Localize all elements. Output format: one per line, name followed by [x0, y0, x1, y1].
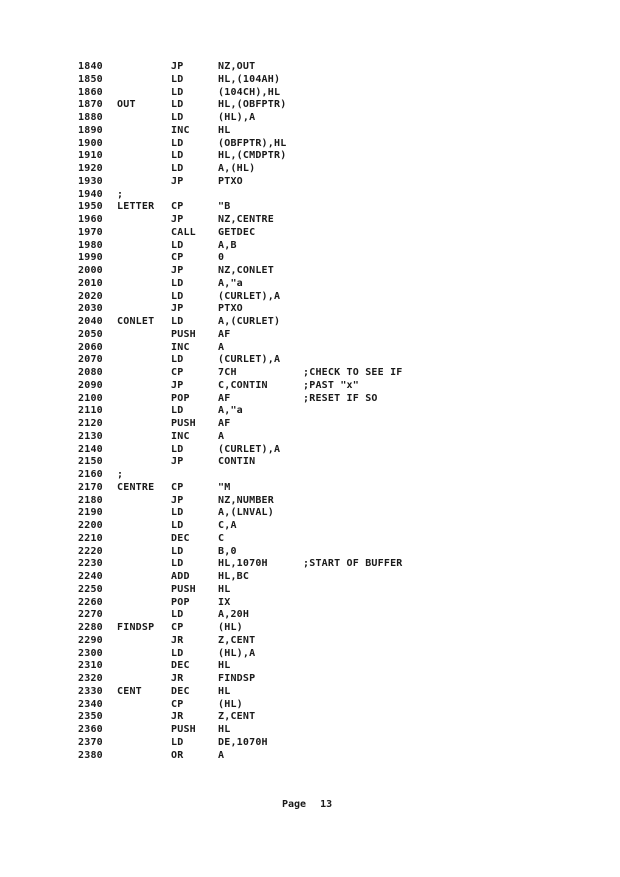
code-label: CENT	[117, 685, 142, 697]
code-label: CONLET	[117, 316, 155, 327]
opcode: LD	[171, 558, 184, 570]
operand: HL,BC	[218, 571, 250, 582]
line-number: 2040	[78, 316, 103, 327]
line-number: 1960	[78, 214, 103, 225]
line-number: 2380	[78, 749, 103, 761]
line-number: 2030	[78, 303, 103, 315]
code-label: CENTRE	[117, 481, 155, 493]
line-number: 2080	[78, 367, 103, 378]
opcode: LD	[171, 99, 184, 111]
line-number: 2000	[78, 265, 103, 276]
line-number: 1900	[78, 137, 103, 149]
operand: GETDEC	[218, 226, 256, 238]
opcode: LD	[171, 163, 184, 174]
operand: Z,CENT	[218, 634, 256, 646]
opcode: LD	[171, 520, 184, 531]
line-number: 2160	[78, 469, 103, 480]
line-number: 2310	[78, 660, 103, 672]
opcode: LD	[171, 290, 184, 302]
line-number: 2060	[78, 341, 103, 353]
operand: AF	[218, 418, 231, 429]
code-label: FINDSP	[117, 622, 155, 633]
opcode: LD	[171, 112, 184, 123]
operand: (HL)	[218, 622, 243, 633]
operand: (OBFPTR),HL	[218, 137, 287, 149]
line-number: 2280	[78, 622, 103, 633]
opcode: DEC	[171, 685, 190, 697]
operand: CONTIN	[218, 456, 256, 468]
operand: HL	[218, 724, 231, 735]
operand: (HL),A	[218, 112, 256, 123]
line-number: 2120	[78, 418, 103, 429]
opcode: LD	[171, 73, 184, 85]
opcode: LD	[171, 277, 184, 289]
line-number: 2150	[78, 456, 103, 468]
page-label: Page	[282, 799, 307, 810]
opcode: LD	[171, 150, 184, 162]
operand: (CURLET),A	[218, 354, 281, 366]
line-number: 1930	[78, 175, 103, 187]
operand: (HL)	[218, 698, 243, 710]
line-number: 2140	[78, 443, 103, 455]
operand: HL,(CMDPTR)	[218, 150, 287, 162]
line-number: 2270	[78, 609, 103, 621]
operand: HL	[218, 660, 231, 672]
code-comment: ;PAST "x"	[303, 379, 359, 391]
operand: NZ,CONLET	[218, 265, 274, 276]
line-number: 2360	[78, 724, 103, 735]
operand: NZ,NUMBER	[218, 494, 274, 506]
line-number: 2210	[78, 532, 103, 544]
code-comment: ;START OF BUFFER	[303, 558, 403, 570]
opcode: INC	[171, 430, 190, 442]
operand: (104CH),HL	[218, 86, 281, 98]
operand: HL	[218, 124, 231, 136]
line-number: 2180	[78, 494, 103, 506]
operand: PTXO	[218, 303, 243, 315]
operand: C,A	[218, 520, 237, 531]
operand: A	[218, 430, 225, 442]
opcode: LD	[171, 405, 184, 417]
opcode: PUSH	[171, 583, 196, 595]
line-number: 2170	[78, 481, 103, 493]
opcode: CP	[171, 367, 184, 378]
line-number: 2190	[78, 507, 103, 519]
operand: A,(CURLET)	[218, 316, 281, 327]
line-number: 2240	[78, 571, 103, 582]
line-number: 2370	[78, 736, 103, 748]
line-number: 2230	[78, 558, 103, 570]
operand: "B	[218, 201, 231, 213]
line-number: 1910	[78, 150, 103, 162]
opcode: ADD	[171, 571, 190, 582]
line-number: 1920	[78, 163, 103, 174]
operand: A,(HL)	[218, 163, 256, 174]
opcode: LD	[171, 647, 184, 659]
operand: HL	[218, 583, 231, 595]
line-number: 2320	[78, 673, 103, 684]
opcode: JR	[171, 634, 184, 646]
line-number: 2100	[78, 392, 103, 404]
operand: HL,(OBFPTR)	[218, 99, 287, 111]
code-label: LETTER	[117, 201, 155, 213]
code-label: ;	[117, 188, 124, 200]
line-number: 2340	[78, 698, 103, 710]
operand: NZ,CENTRE	[218, 214, 274, 225]
operand: (CURLET),A	[218, 443, 281, 455]
opcode: CP	[171, 698, 184, 710]
opcode: INC	[171, 124, 190, 136]
opcode: POP	[171, 596, 190, 608]
opcode: DEC	[171, 660, 190, 672]
code-label: ;	[117, 469, 124, 480]
opcode: JP	[171, 494, 184, 506]
line-number: 1950	[78, 201, 103, 213]
line-number: 2010	[78, 277, 103, 289]
operand: C	[218, 532, 225, 544]
opcode: LD	[171, 736, 184, 748]
opcode: CP	[171, 622, 184, 633]
operand: (HL),A	[218, 647, 256, 659]
opcode: JP	[171, 379, 184, 391]
line-number: 1880	[78, 112, 103, 123]
operand: NZ,OUT	[218, 61, 256, 72]
opcode: LD	[171, 316, 184, 327]
line-number: 1860	[78, 86, 103, 98]
opcode: INC	[171, 341, 190, 353]
line-number: 1980	[78, 239, 103, 251]
code-label: OUT	[117, 99, 136, 111]
opcode: LD	[171, 609, 184, 621]
operand: HL,(104AH)	[218, 73, 281, 85]
line-number: 1850	[78, 73, 103, 85]
opcode: CP	[171, 252, 184, 264]
line-number: 1890	[78, 124, 103, 136]
line-number: 2350	[78, 711, 103, 723]
operand: PTXO	[218, 175, 243, 187]
operand: A,20H	[218, 609, 250, 621]
operand: B,0	[218, 545, 237, 557]
opcode: CP	[171, 481, 184, 493]
page-footer	[282, 799, 332, 810]
opcode: JR	[171, 711, 184, 723]
opcode: CP	[171, 201, 184, 213]
opcode: JP	[171, 303, 184, 315]
opcode: JP	[171, 265, 184, 276]
line-number: 1840	[78, 61, 103, 72]
opcode: JP	[171, 175, 184, 187]
opcode: LD	[171, 507, 184, 519]
operand: FINDSP	[218, 673, 256, 684]
operand: A	[218, 341, 225, 353]
opcode: JP	[171, 61, 184, 72]
line-number: 2070	[78, 354, 103, 366]
operand: DE,1070H	[218, 736, 268, 748]
opcode: PUSH	[171, 418, 196, 429]
opcode: LD	[171, 545, 184, 557]
line-number: 2300	[78, 647, 103, 659]
line-number: 2290	[78, 634, 103, 646]
opcode: POP	[171, 392, 190, 404]
operand: HL,1070H	[218, 558, 268, 570]
operand: A,"a	[218, 405, 243, 417]
operand: AF	[218, 392, 231, 404]
operand: A	[218, 749, 225, 761]
code-comment: ;CHECK TO SEE IF	[303, 367, 403, 378]
page-number: 13	[320, 799, 333, 810]
opcode: PUSH	[171, 328, 196, 340]
operand: AF	[218, 328, 231, 340]
opcode: PUSH	[171, 724, 196, 735]
line-number: 2130	[78, 430, 103, 442]
operand: 0	[218, 252, 225, 264]
line-number: 2260	[78, 596, 103, 608]
opcode: JR	[171, 673, 184, 684]
code-comment: ;RESET IF SO	[303, 392, 378, 404]
line-number: 2200	[78, 520, 103, 531]
opcode: LD	[171, 137, 184, 149]
operand: C,CONTIN	[218, 379, 268, 391]
line-number: 2050	[78, 328, 103, 340]
operand: A,"a	[218, 277, 243, 289]
opcode: LD	[171, 239, 184, 251]
line-number: 2090	[78, 379, 103, 391]
operand: Z,CENT	[218, 711, 256, 723]
line-number: 1990	[78, 252, 103, 264]
opcode: LD	[171, 86, 184, 98]
opcode: JP	[171, 214, 184, 225]
operand: HL	[218, 685, 231, 697]
line-number: 2020	[78, 290, 103, 302]
operand: A,B	[218, 239, 237, 251]
opcode: LD	[171, 354, 184, 366]
line-number: 2220	[78, 545, 103, 557]
operand: 7CH	[218, 367, 237, 378]
operand: IX	[218, 596, 231, 608]
opcode: OR	[171, 749, 184, 761]
operand: (CURLET),A	[218, 290, 281, 302]
operand: A,(LNVAL)	[218, 507, 274, 519]
line-number: 1870	[78, 99, 103, 111]
line-number: 2330	[78, 685, 103, 697]
opcode: LD	[171, 443, 184, 455]
opcode: DEC	[171, 532, 190, 544]
line-number: 2110	[78, 405, 103, 417]
line-number: 2250	[78, 583, 103, 595]
operand: "M	[218, 481, 231, 493]
line-number: 1970	[78, 226, 103, 238]
line-number: 1940	[78, 188, 103, 200]
opcode: CALL	[171, 226, 196, 238]
opcode: JP	[171, 456, 184, 468]
